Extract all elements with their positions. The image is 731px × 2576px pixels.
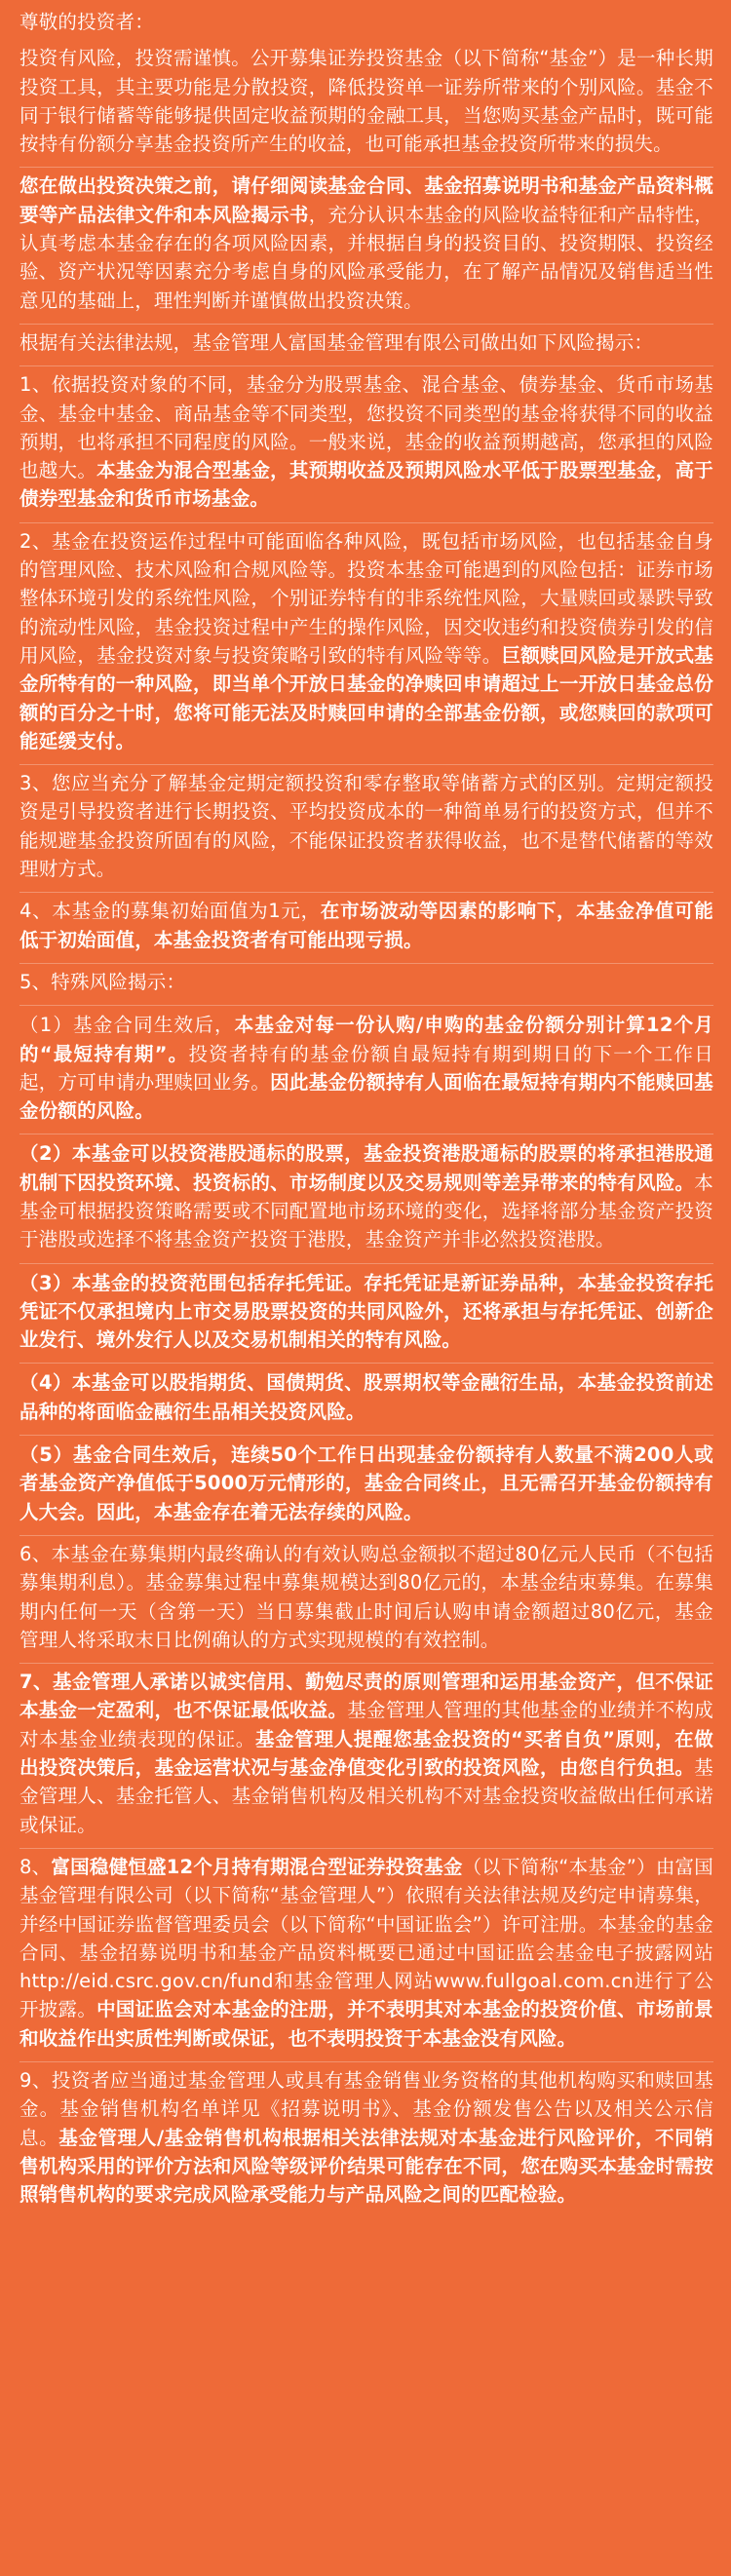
disclosure-paragraph [19,963,713,1005]
emphasized-text: 巨额赎回风险是开放式基金所特有的一种风险，即当单个开放日基金的净赎回申请超过上一开放日基金总份额的百分之十时，您将可能无法及时赎回申请的全部基金份额，或您赎回的款项可能延缓支付。 [19,643,713,752]
disclosure-paragraph [19,1134,713,1262]
emphasized-text: 基金管理人提醒您基金投资的“买者自负”原则，在做出投资决策后，基金运营状况与基金净值变化引致的投资风险，由您自行负担。 [19,1727,714,1780]
body-text: 本基金可根据投资策略需要或不同配置地市场环境的变化，选择将部分基金资产投资于港股或选择不将基金资产投资于港股，基金资产并非必然投资港股。 [19,1171,713,1251]
body-text: ，充分认识本基金的风险收益特征和产品特性，认真考虑本基金存在的各项风险因素，并根据自身的投资目的、投资期限、投资经验、资产状况等因素充分考虑自身的风险承受能力，在了解产品情况及销售适当性意见的基础上，理性判断并谨慎做出投资决策。 [19,203,713,312]
disclosure-paragraph [19,1663,713,1848]
disclosure-paragraph [19,892,713,963]
body-text: 根据有关法律法规，基金管理人富国基金管理有限公司做出如下风险揭示： [19,330,654,354]
emphasized-text: 在市场波动等因素的影响下，本基金净值可能低于初始面值，本基金投资者有可能出现亏损。 [19,900,713,951]
emphasized-text: （2）本基金可以投资港股通标的股票，基金投资港股通标的股票的将承担港股通机制下因投资环境、投资标的、市场制度以及交易规则等差异带来的特有风险。 [19,1142,713,1194]
emphasized-text: 本基金为混合型基金，其预期收益及预期风险水平低于股票型基金，高于债券型基金和货币市场基金。 [19,459,713,511]
emphasized-text: 7、基金管理人承诺以诚实信用、勤勉尽责的原则管理和运用基金资产，但不保证本基金一定盈利，也不保证最低收益。 [19,1671,713,1722]
disclosure-paragraph [19,2061,713,2217]
disclosure-paragraph [19,1263,713,1364]
body-text: 9、投资者应当通过基金管理人或具有基金销售业务资格的其他机构购买和赎回基金。基金销售机构名单详见《招募说明书》、基金份额发售公告以及相关公示信息。 [19,2069,713,2149]
body-text: （1）基金合同生效后， [19,1014,235,1037]
disclosure-paragraph [19,764,713,892]
body-text: 投资者持有的基金份额自最短持有期到期日的下一个工作日起，方可申请办理赎回业务。 [19,1042,714,1094]
body-text: 2、基金在投资运作过程中可能面临各种风险，既包括市场风险，也包括基金自身的管理风险、技术风险和合规风险等。投资本基金可能遇到的风险包括：证券市场整体环境引发的系统性风险，个别证券特有的非系统性风险，大量赎回或暴跌导致的流动性风险，基金投资过程中产生的操作风险，因交收违约和投资债券引发的信用风险，基金投资对象与投资策略引致的特有风险等等。 [19,529,713,667]
body-text: 8、 [19,1855,52,1878]
emphasized-text: 中国证监会对本基金的注册，并不表明其对本基金的投资价值、市场前景和收益作出实质性判断或保证，也不表明投资于本基金没有风险。 [19,1998,713,2050]
body-text: （以下简称“本基金”）由富国基金管理有限公司（以下简称“基金管理人”）依照有关法律法规及约定申请募集，并经中国证券监督管理委员会（以下简称“中国证监会”）许可注册。本基金的基金合同、基金招募说明书和基金产品资料概要已通过中国证监会基金电子披露网站http://eid.csrc.gov.cn/fund和基金管理人网站www.fullgoal.com.cn进行了公开披露。 [19,1855,713,2021]
emphasized-text: （4）本基金可以股指期货、国债期货、股票期权等金融衍生品，本基金投资前述品种的将面临金融衍生品相关投资风险。 [19,1371,713,1423]
emphasized-text: （5）基金合同生效后，连续50个工作日出现基金份额持有人数量不满200人或者基金资产净值低于5000万元情形的，基金合同终止，且无需召开基金份额持有人大会。 [19,1443,713,1523]
disclosure-paragraph [19,365,713,521]
disclosure-paragraph [19,522,713,764]
body-text: 6、本基金在募集期内最终确认的有效认购总金额拟不超过80亿元人民币（不包括募集期利息）。基金募集过程中募集规模达到80亿元的，本基金结束募集。在募集期内任何一天（含第一天）当日募集截止时间后认购申请金额超过80亿元，基金管理人将采取末日比例确认的方式实现规模的有效控制。 [19,1542,713,1651]
disclosure-paragraph [19,1435,713,1535]
emphasized-text: 您在做出投资决策之前，请仔细阅读基金合同、基金招募说明书和基金产品资料概要等产品法律文件和本风险揭示书 [19,174,713,226]
body-text: 基金管理人管理的其他基金的业绩并不构成对本基金业绩表现的保证。 [19,1699,713,1750]
disclosure-paragraph [19,1535,713,1663]
body-text: 5、特殊风险揭示： [19,970,186,993]
emphasized-text: 因此基金份额持有人面临在最短持有期内不能赎回基金份额的风险。 [19,1070,713,1123]
body-text: 4、本基金的募集初始面值为1元， [19,900,321,923]
emphasized-text: （3）本基金的投资范围包括存托凭证。存托凭证是新证券品种，本基金投资存托凭证不仅承担境内上市交易股票投资的共同风险外，还将承担与存托凭证、创新企业发行、境外发行人以及交易机制相关的特有风险。 [19,1271,713,1352]
body-text: 1、依据投资对象的不同，基金分为股票基金、混合基金、债券基金、货币市场基金、基金中基金、商品基金等不同类型，您投资不同类型的基金将获得不同的收益预期，也将承担不同程度的风险。一般来说，基金的收益预期越高，您承担的风险也越大。 [19,373,713,482]
body-text: 3、您应当充分了解基金定期定额投资和零存整取等储蓄方式的区别。定期定额投资是引导投资者进行长期投资、平均投资成本的一种简单易行的投资方式，但并不能规避基金投资所固有的风险，不能保证投资者获得收益，也不是替代储蓄的等效理财方式。 [19,772,713,881]
disclosure-paragraph [19,1848,713,2061]
emphasized-text: 本基金对每一份认购/申购的基金份额分别计算12个月的“最短持有期”。 [19,1014,713,1065]
disclosure-paragraph [19,167,713,323]
salutation: 尊敬的投资者： [19,11,154,33]
disclosure-paragraph [19,1363,713,1435]
emphasized-text: 因此，本基金存在着无法存续的风险。 [96,1500,423,1523]
emphasized-text: 基金管理人/基金销售机构根据相关法律法规对本基金进行风险评价，不同销售机构采用的评价方法和风险等级评价结果可能存在不同，您在购买本基金时需按照销售机构的要求完成风险承受能力与产品风险之间的匹配检验。 [19,2126,713,2207]
disclosure-paragraph [19,324,713,365]
disclosure-paragraph [19,1005,713,1134]
body-text: 基金管理人、基金托管人、基金销售机构及相关机构不对基金投资收益做出任何承诺或保证。 [19,1756,713,1836]
risk-disclosure-body [19,40,713,2217]
body-text: 投资有风险，投资需谨慎。公开募集证券投资基金（以下简称“基金”）是一种长期投资工具，其主要功能是分散投资，降低投资单一证券所带来的个别风险。基金不同于银行储蓄等能够提供固定收益预期的金融工具，当您购买基金产品时，既可能按持有份额分享基金投资所产生的收益，也可能承担基金投资所带来的损失。 [19,47,713,156]
disclosure-paragraph [19,40,713,167]
emphasized-text: 富国稳健恒盛12个月持有期混合型证券投资基金 [51,1855,463,1878]
